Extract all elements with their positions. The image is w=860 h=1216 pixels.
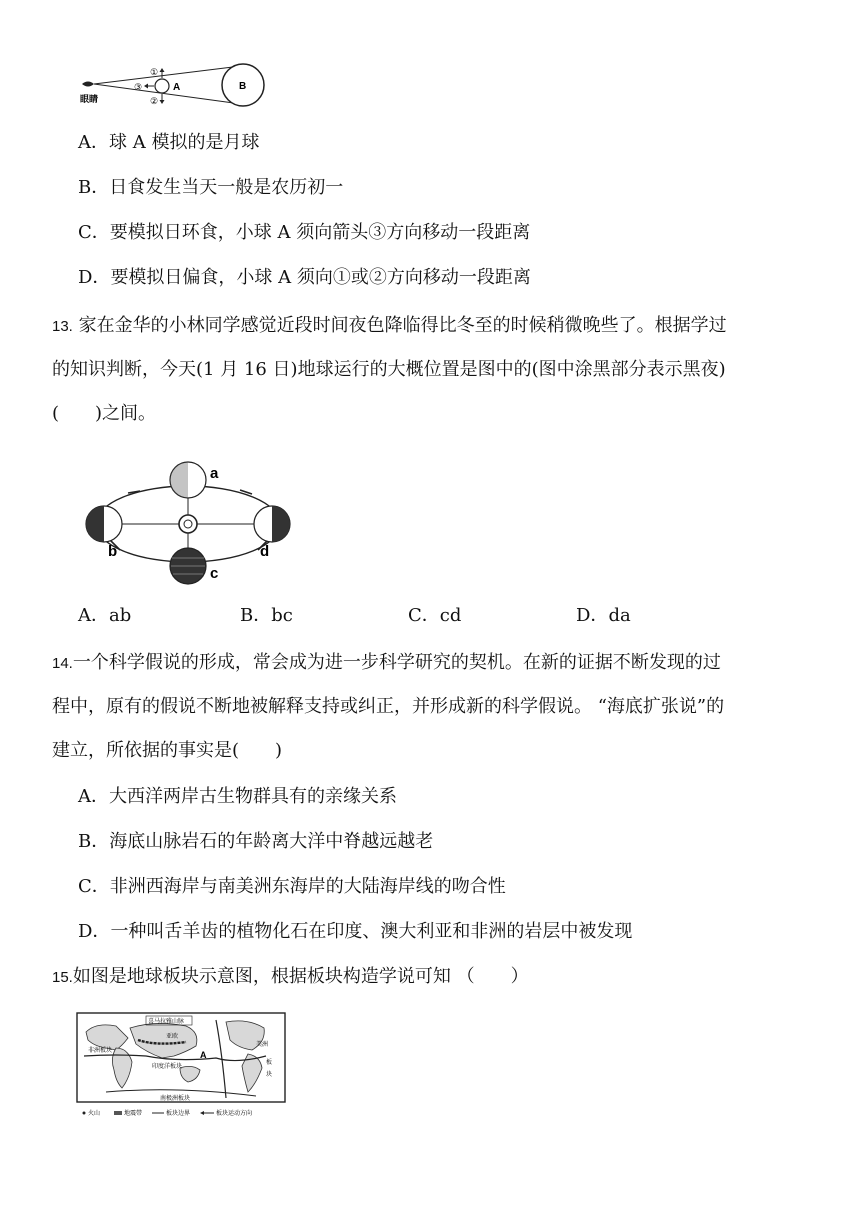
label-plate-word: 板 bbox=[266, 1059, 273, 1066]
sun-inner bbox=[184, 520, 192, 528]
q12-option-d bbox=[78, 266, 531, 290]
q13-stem-line3: ( )之间。 bbox=[52, 403, 157, 424]
q13-option-b bbox=[240, 604, 293, 628]
eye-icon bbox=[82, 82, 94, 87]
label-b: b bbox=[108, 543, 118, 560]
plate-map bbox=[76, 1012, 288, 1122]
option-text: 大西洋两岸古生物群具有的亲缘关系 bbox=[109, 786, 397, 807]
question-number: 14. bbox=[52, 655, 73, 672]
option-letter: D． bbox=[576, 605, 609, 626]
option-letter: D． bbox=[78, 921, 111, 942]
label-a: a bbox=[210, 465, 219, 482]
q12-option-a bbox=[78, 131, 259, 155]
legend-volcano: 火山 bbox=[88, 1110, 101, 1117]
legend-quake: 地震带 bbox=[124, 1110, 143, 1117]
arrow1-label: ① bbox=[150, 68, 159, 78]
earth-a-night bbox=[170, 462, 188, 498]
arrow-down-head bbox=[160, 100, 165, 104]
arrow2-label: ② bbox=[150, 97, 159, 107]
q14-option-c bbox=[78, 875, 506, 899]
label-eurasia: 亚欧 bbox=[166, 1033, 179, 1040]
earth-orbit-figure bbox=[80, 458, 300, 588]
option-text: bc bbox=[271, 605, 293, 626]
label-america: 美洲 bbox=[256, 1041, 269, 1048]
ball-a bbox=[155, 79, 169, 93]
label-block-word: 块 bbox=[266, 1071, 273, 1078]
option-text: 海底山脉岩石的年龄离大洋中脊越远越老 bbox=[109, 831, 434, 852]
question-number: 15. bbox=[52, 969, 73, 986]
question-number: 13. bbox=[52, 318, 73, 335]
option-text: 要模拟日偏食，小球 A 须向①或②方向移动一段距离 bbox=[110, 267, 531, 288]
q13-option-c bbox=[408, 604, 461, 628]
earth-d-night bbox=[272, 506, 290, 542]
option-text: 要模拟日环食，小球 A 须向箭头③方向移动一段距离 bbox=[109, 222, 531, 243]
legend-volcano-icon bbox=[83, 1112, 86, 1115]
q13-option-d bbox=[576, 604, 631, 628]
label-indian: 印度洋板块 bbox=[152, 1063, 183, 1070]
q14-stem-line1 bbox=[52, 651, 721, 676]
label-himalaya: 喜马拉雅山脉 bbox=[148, 1018, 185, 1025]
option-text: ab bbox=[109, 605, 132, 626]
legend-boundary: 板块边界 bbox=[166, 1110, 191, 1117]
option-letter: C． bbox=[408, 605, 440, 626]
label-plate-a: A bbox=[200, 1050, 207, 1060]
q15-text-1: 如图是地球板块示意图，根据板块构造学说可知 （ ） bbox=[72, 966, 529, 987]
earth-b-night bbox=[86, 506, 104, 542]
q12-option-c bbox=[78, 221, 530, 245]
label-c: c bbox=[210, 565, 219, 582]
option-letter: B． bbox=[78, 177, 110, 198]
option-letter: C． bbox=[78, 222, 110, 243]
option-letter: B． bbox=[78, 831, 110, 852]
option-text: 日食发生当天一般是农历初一 bbox=[109, 177, 344, 198]
label-africa: 非洲板块 bbox=[88, 1047, 113, 1054]
q14-option-a bbox=[78, 785, 397, 809]
eclipse-model-figure bbox=[78, 62, 268, 112]
label-d: d bbox=[260, 543, 270, 560]
q14-stem-line2: 程中，原有的假说不断地被解释支持或纠正，并形成新的科学假说。 “海底扩张说”的 bbox=[52, 696, 725, 717]
q14-text-1: 一个科学假说的形成，常会成为进一步科学研究的契机。在新的证据不断发现的过 bbox=[72, 652, 721, 673]
arrow-up-head bbox=[160, 68, 165, 72]
option-letter: A． bbox=[78, 605, 109, 626]
q13-stem-line2: 的知识判断，今天(1 月 16 日)地球运行的大概位置是图中的(图中涂黑部分表示黑夜) bbox=[52, 359, 726, 380]
label-antarctic: 南极洲板块 bbox=[160, 1095, 191, 1102]
earth-orbit-diagram bbox=[80, 458, 300, 588]
option-letter: B． bbox=[240, 605, 272, 626]
q14-stem-line3: 建立，所依据的事实是( ) bbox=[52, 740, 283, 761]
option-text: 一种叫舌羊齿的植物化石在印度、澳大利亚和非洲的岩层中被发现 bbox=[110, 921, 633, 942]
option-text: 球 A 模拟的是月球 bbox=[109, 132, 260, 153]
option-letter: C． bbox=[78, 876, 110, 897]
legend-quake-icon bbox=[114, 1111, 122, 1115]
legend-motion: 板块运动方向 bbox=[216, 1110, 253, 1117]
q13-option-a bbox=[78, 604, 131, 628]
q13-stem-line1 bbox=[52, 314, 727, 339]
arrow-left-head bbox=[144, 84, 148, 89]
option-text: da bbox=[608, 605, 631, 626]
arrow3-label: ③ bbox=[134, 83, 143, 93]
option-text: 非洲西海岸与南美洲东海岸的大陆海岸线的吻合性 bbox=[109, 876, 506, 897]
eclipse-model-diagram bbox=[78, 62, 268, 112]
option-text: cd bbox=[439, 605, 462, 626]
q14-option-b bbox=[78, 830, 433, 854]
orbit-arrow-1 bbox=[128, 491, 140, 493]
ball-a-label: A bbox=[173, 82, 181, 93]
ball-b-label: B bbox=[239, 81, 247, 92]
q14-option-d bbox=[78, 920, 632, 944]
q12-option-b bbox=[78, 176, 343, 200]
legend-motion-arrowhead bbox=[200, 1111, 204, 1115]
q15-stem-line1 bbox=[52, 965, 529, 990]
eye-label: 眼睛 bbox=[80, 94, 99, 104]
option-letter: D． bbox=[78, 267, 111, 288]
q13-text-1: 家在金华的小林同学感觉近段时间夜色降临得比冬至的时候稍微晚些了。根据学过 bbox=[78, 315, 727, 336]
option-letter: A． bbox=[78, 132, 109, 153]
option-letter: A． bbox=[78, 786, 109, 807]
plate-map-figure bbox=[76, 1012, 288, 1122]
